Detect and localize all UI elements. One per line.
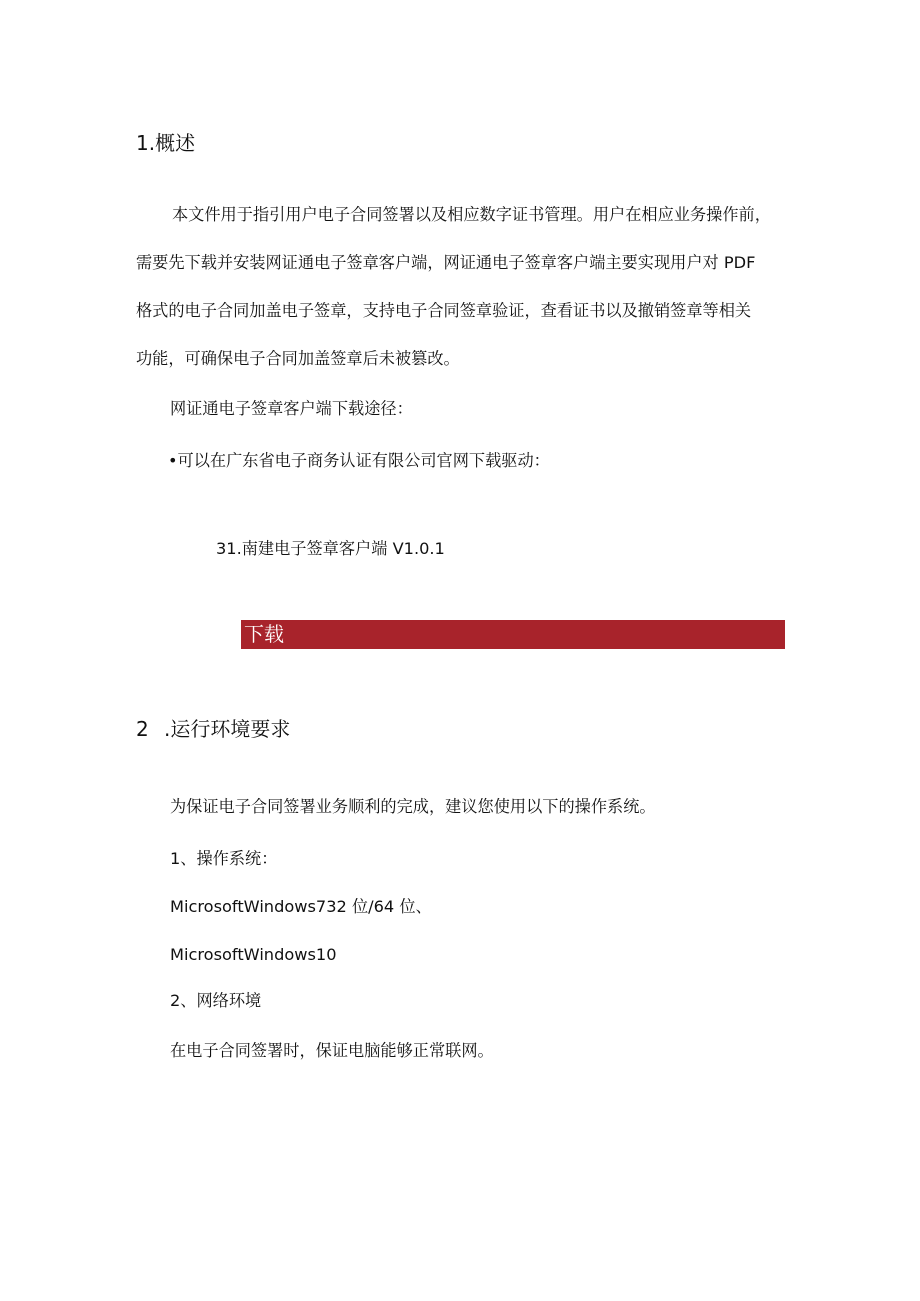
os-item-windows10: MicrosoftWindows10 — [170, 945, 337, 964]
download-path-label: 网证通电子签章客户端下载途径： — [170, 399, 413, 418]
os-label: 1、操作系统： — [170, 849, 278, 868]
overview-paragraph-line-3: 格式的电子合同加盖电子签章，支持电子合同签章验证，查看证书以及撤销签章等相关 — [136, 301, 752, 320]
environment-intro: 为保证电子合同签署业务顺利的完成，建议您使用以下的操作系统。 — [170, 797, 656, 816]
overview-paragraph-line-2: 需要先下载并安装网证通电子签章客户端，网证通电子签章客户端主要实现用户对 PDF — [136, 253, 756, 272]
overview-paragraph-line-1: 本文件用于指引用户电子合同签署以及相应数字证书管理。用户在相应业务操作前， — [172, 205, 771, 224]
section-2-heading — [136, 717, 290, 741]
overview-paragraph-line-4: 功能，可确保电子合同加盖签章后未被篡改。 — [136, 349, 460, 368]
download-source-bullet: •可以在广东省电子商务认证有限公司官网下载驱动： — [168, 451, 550, 470]
os-item-windows7: MicrosoftWindows732 位/64 位、 — [170, 897, 432, 916]
client-name-link[interactable]: 31.南建电子签章客户端 V1.0.1 — [216, 539, 445, 558]
section-1-heading: 1.概述 — [136, 131, 196, 155]
download-button[interactable]: 下载 — [241, 620, 785, 649]
section-2-title: .运行环境要求 — [164, 717, 291, 741]
section-2-number: 2 — [136, 717, 149, 741]
network-description: 在电子合同签署时，保证电脑能够正常联网。 — [170, 1041, 494, 1060]
network-label: 2、网络环境 — [170, 991, 262, 1010]
